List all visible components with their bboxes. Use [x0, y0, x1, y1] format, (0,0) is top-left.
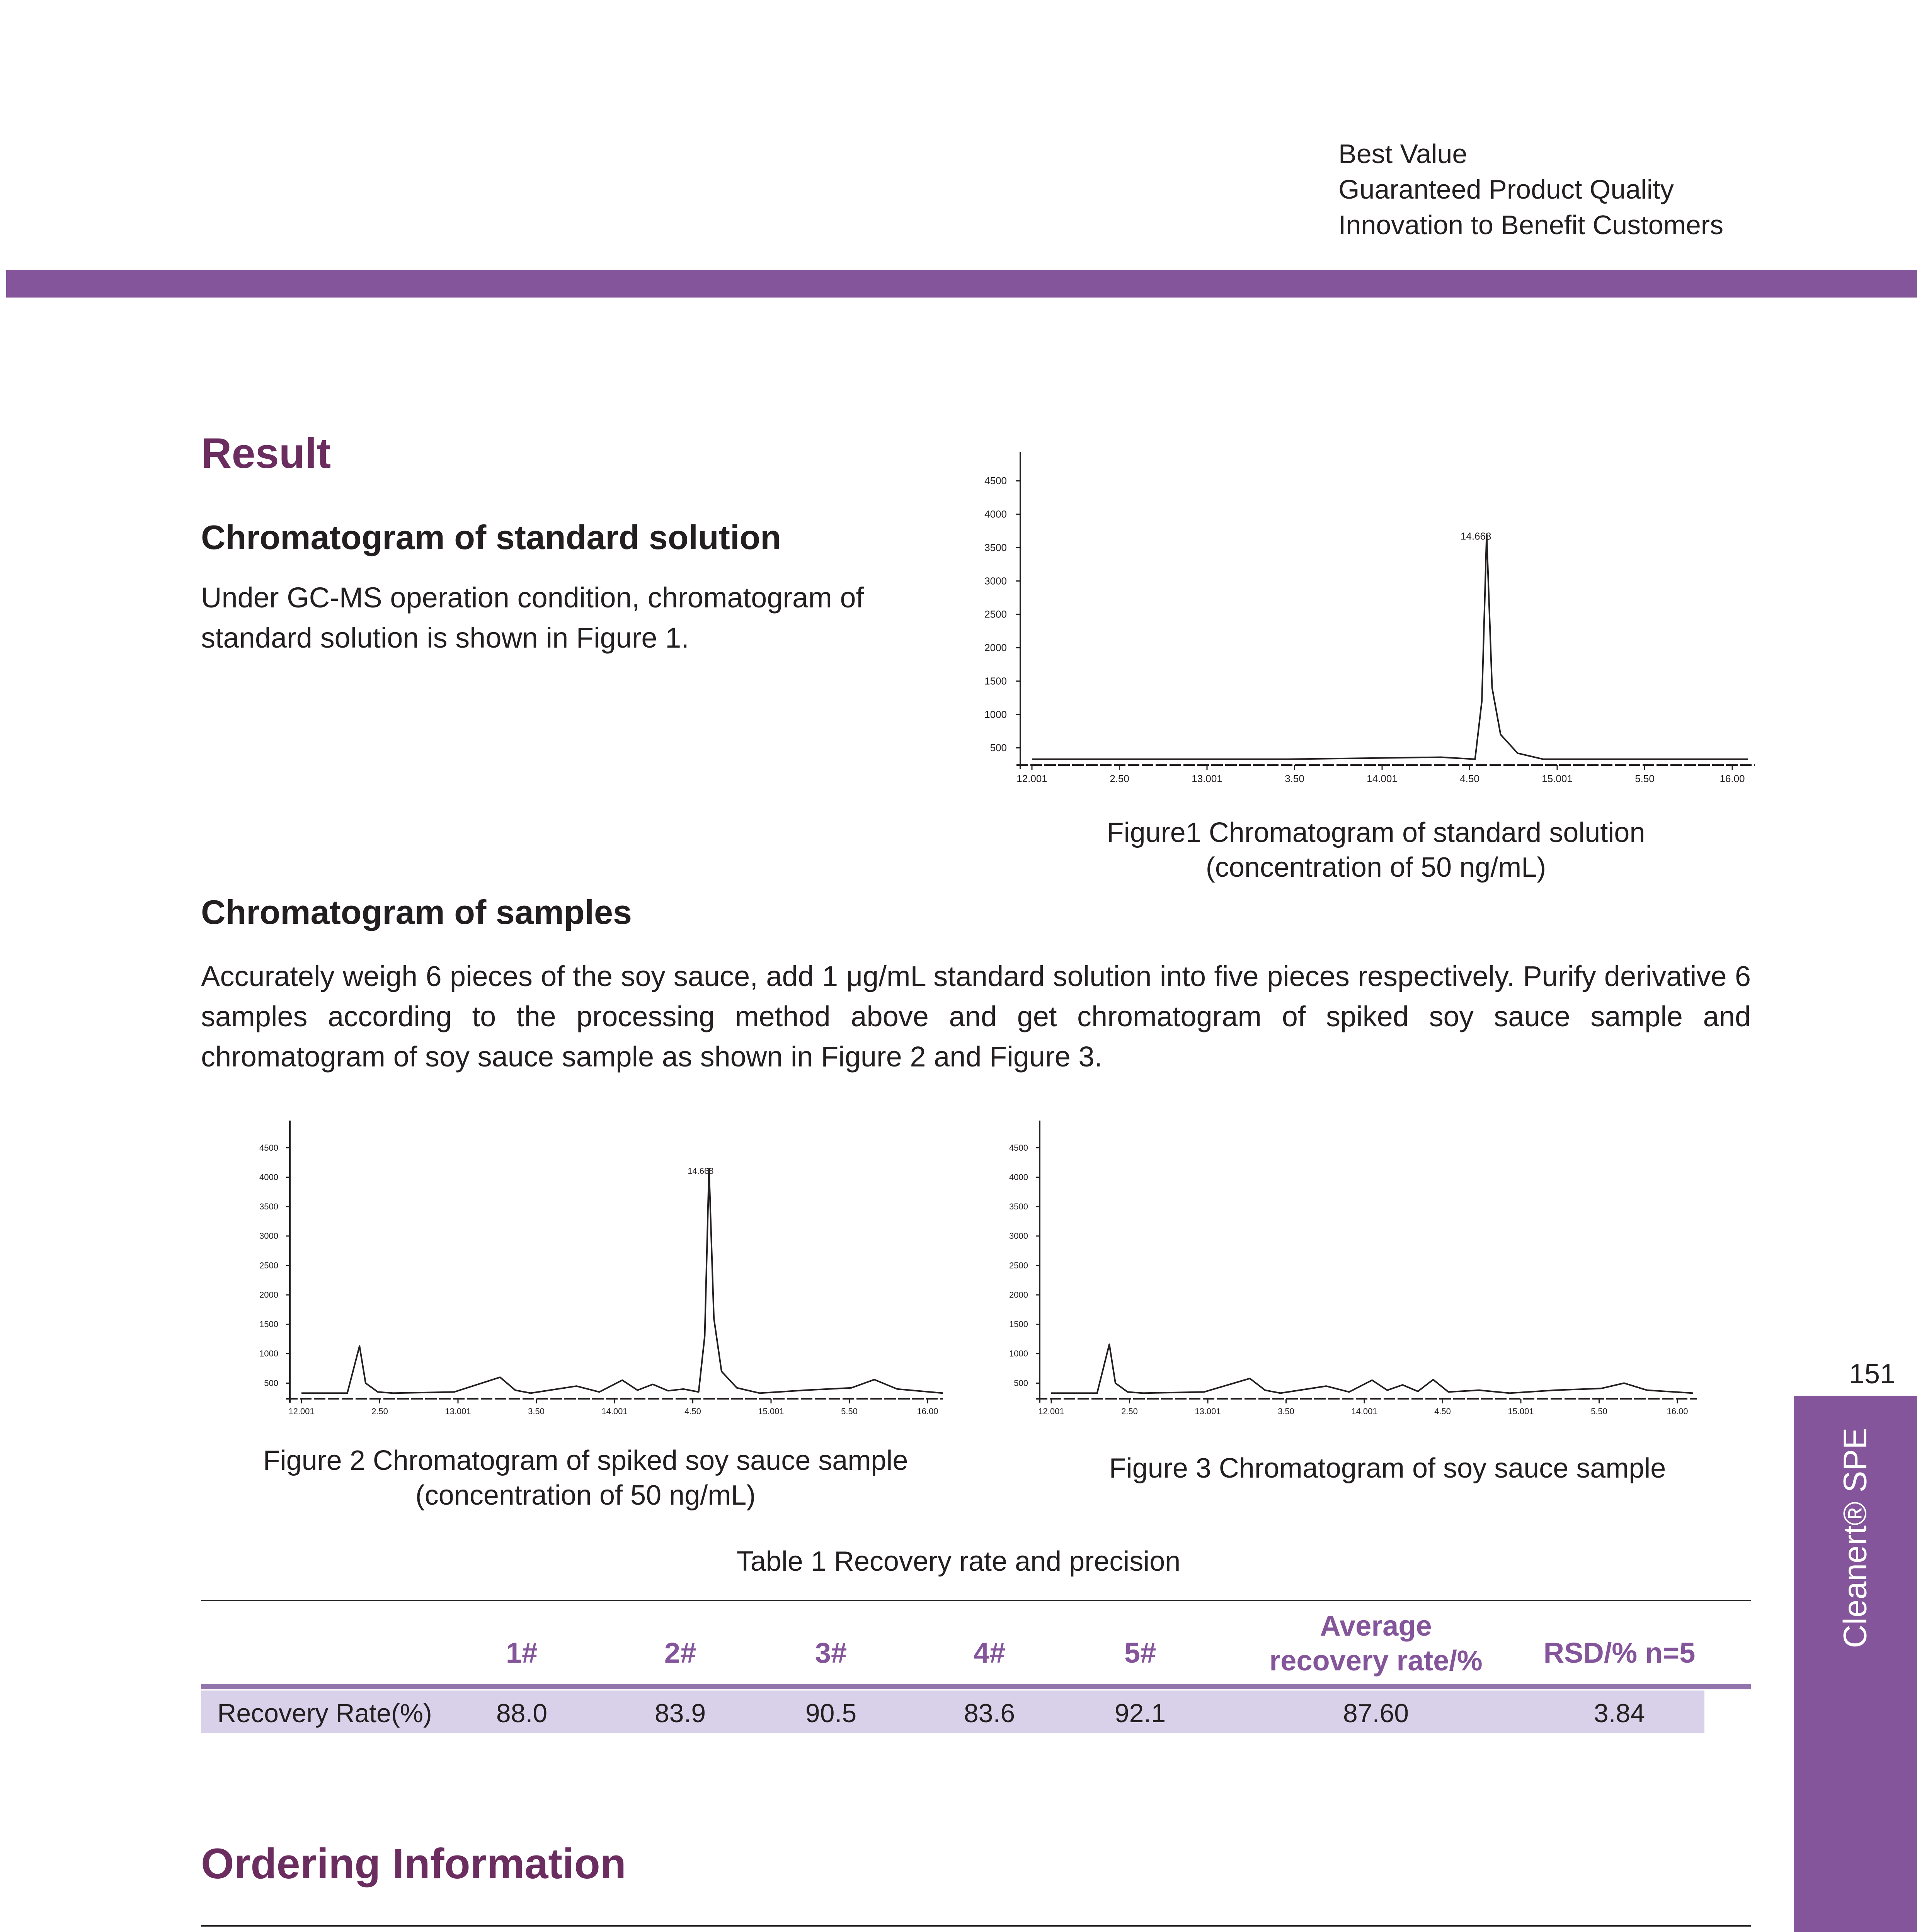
x-tick-label: 2.50: [371, 1406, 388, 1416]
samples-heading: Chromatogram of samples: [201, 893, 632, 931]
x-tick-label: 2.50: [1110, 773, 1129, 784]
header-cell: 4#: [973, 1637, 1006, 1669]
y-tick-label: 4500: [259, 1143, 278, 1153]
header-cell: 5#: [1124, 1637, 1156, 1669]
tagline-line: Best Value: [1338, 139, 1468, 169]
header-cell: recovery rate/%: [1269, 1645, 1483, 1677]
y-tick-label: 2000: [1009, 1290, 1028, 1300]
x-tick-label: 16.00: [1720, 773, 1745, 784]
y-tick-label: 500: [1014, 1378, 1028, 1388]
page-number: 151: [1849, 1359, 1896, 1389]
chromatogram-trace: [1032, 534, 1748, 759]
peak-label: 14.668: [1460, 530, 1491, 542]
x-tick-label: 4.50: [684, 1406, 701, 1416]
y-tick-label: 2000: [259, 1290, 278, 1300]
figure3-caption: Figure 3 Chromatogram of soy sauce sample: [1109, 1453, 1666, 1484]
y-tick-label: 4000: [1009, 1172, 1028, 1182]
x-tick-label: 15.001: [1508, 1406, 1534, 1416]
ordering-top-rule: [201, 1925, 1751, 1927]
table-cell: 92.1: [1114, 1699, 1166, 1728]
x-tick-label: 14.001: [1367, 773, 1398, 784]
x-tick-label: 5.50: [841, 1406, 858, 1416]
x-tick-label: 5.50: [1591, 1406, 1607, 1416]
x-tick-label: 13.001: [445, 1406, 471, 1416]
header-cell: 1#: [506, 1637, 538, 1669]
y-tick-label: 1000: [1009, 1349, 1028, 1359]
figure2-caption: [201, 1443, 970, 1513]
table-cell: 83.9: [654, 1699, 706, 1728]
y-tick-label: 2500: [984, 608, 1007, 620]
x-tick-label: 3.50: [1278, 1406, 1294, 1416]
x-tick-label: 15.001: [758, 1406, 784, 1416]
header-cell: Average: [1320, 1610, 1432, 1642]
table1-title: Table 1 Recovery rate and precision: [736, 1546, 1181, 1577]
standard-paragraph: Under GC-MS operation condition, chromatogram of standard solution is shown in Figure 1.: [201, 582, 864, 654]
y-tick-label: 3000: [984, 575, 1007, 587]
side-tab-label: Cleanert® SPE: [1837, 1427, 1873, 1648]
figure1-caption: [989, 815, 1762, 885]
table-cell: 3.84: [1594, 1699, 1645, 1728]
x-tick-label: 12.001: [1016, 773, 1047, 784]
y-tick-label: 2500: [259, 1260, 278, 1270]
figure3-chart: [943, 1105, 1716, 1430]
figure2-chart: [201, 1105, 974, 1430]
table1-top-rule: [201, 1600, 1751, 1601]
y-tick-label: 3500: [984, 541, 1007, 553]
x-tick-label: 12.001: [1038, 1406, 1064, 1416]
y-tick-label: 3000: [259, 1231, 278, 1241]
x-tick-label: 12.001: [288, 1406, 315, 1416]
table-row: [201, 1690, 1704, 1733]
x-tick-label: 4.50: [1434, 1406, 1451, 1416]
chromatogram-trace: [301, 1168, 943, 1393]
x-tick-label: 14.001: [601, 1406, 628, 1416]
top-accent-bar: [6, 270, 1917, 298]
x-tick-label: 3.50: [1285, 773, 1304, 784]
y-tick-label: 1500: [1009, 1319, 1028, 1329]
x-tick-label: 16.00: [917, 1406, 938, 1416]
x-tick-label: 14.001: [1351, 1406, 1377, 1416]
header-tagline: [1338, 136, 1723, 243]
table1-header-rule: [201, 1684, 1751, 1689]
x-tick-label: 5.50: [1635, 773, 1655, 784]
y-tick-label: 1000: [984, 708, 1007, 720]
x-tick-label: 2.50: [1121, 1406, 1138, 1416]
header-cell: 3#: [815, 1637, 847, 1669]
figure1-caption-line2: (concentration of 50 ng/mL): [1205, 852, 1546, 883]
y-tick-label: 1000: [259, 1349, 278, 1359]
y-tick-label: 4500: [1009, 1143, 1028, 1153]
y-tick-label: 2500: [1009, 1260, 1028, 1270]
y-tick-label: 4500: [984, 475, 1007, 487]
chromatogram-trace: [1051, 1344, 1693, 1393]
standard-heading: Chromatogram of standard solution: [201, 518, 781, 556]
y-tick-label: 500: [264, 1378, 278, 1388]
x-tick-label: 4.50: [1460, 773, 1479, 784]
x-tick-label: 3.50: [528, 1406, 545, 1416]
table-cell: 87.60: [1343, 1699, 1409, 1728]
header-cell: RSD/% n=5: [1543, 1637, 1696, 1669]
figure2-caption-line2: (concentration of 50 ng/mL): [415, 1480, 756, 1511]
x-tick-label: 15.001: [1542, 773, 1573, 784]
x-tick-label: 13.001: [1195, 1406, 1221, 1416]
table1-header: [201, 1607, 1751, 1685]
y-tick-label: 4000: [259, 1172, 278, 1182]
y-tick-label: 2000: [984, 642, 1007, 654]
section-title-result: Result: [201, 430, 331, 477]
x-tick-label: 16.00: [1667, 1406, 1688, 1416]
tagline-line: Innovation to Benefit Customers: [1338, 210, 1724, 240]
y-tick-label: 3500: [1009, 1202, 1028, 1212]
table-cell: 90.5: [805, 1699, 857, 1728]
table-cell: 83.6: [964, 1699, 1015, 1728]
row-label: Recovery Rate(%): [217, 1699, 432, 1728]
y-tick-label: 1500: [984, 675, 1007, 687]
y-tick-label: 500: [990, 742, 1007, 754]
figure1-chart: [943, 429, 1762, 796]
table-cell: 88.0: [496, 1699, 548, 1728]
figure2-caption-line1: Figure 2 Chromatogram of spiked soy sauce sample: [263, 1445, 908, 1476]
y-tick-label: 3000: [1009, 1231, 1028, 1241]
x-tick-label: 13.001: [1192, 773, 1222, 784]
peak-label: 14.668: [688, 1166, 714, 1176]
y-tick-label: 4000: [984, 508, 1007, 520]
figure1-caption-line1: Figure1 Chromatogram of standard solution: [1107, 817, 1645, 848]
samples-paragraph: Accurately weigh 6 pieces of the soy sauce, add 1 μg/mL standard solution into five pieces respectively. Purify derivative 6 samples according to the processing method above and get chromatogram of spiked soy sauce sample and chromatogram of soy sauce sample as shown in Figure 2 and Figure 3.: [201, 960, 1751, 1073]
y-tick-label: 3500: [259, 1202, 278, 1212]
header-cell: 2#: [664, 1637, 696, 1669]
tagline-line: Guaranteed Product Quality: [1338, 174, 1674, 204]
y-tick-label: 1500: [259, 1319, 278, 1329]
section-title-ordering: Ordering Information: [201, 1840, 626, 1888]
